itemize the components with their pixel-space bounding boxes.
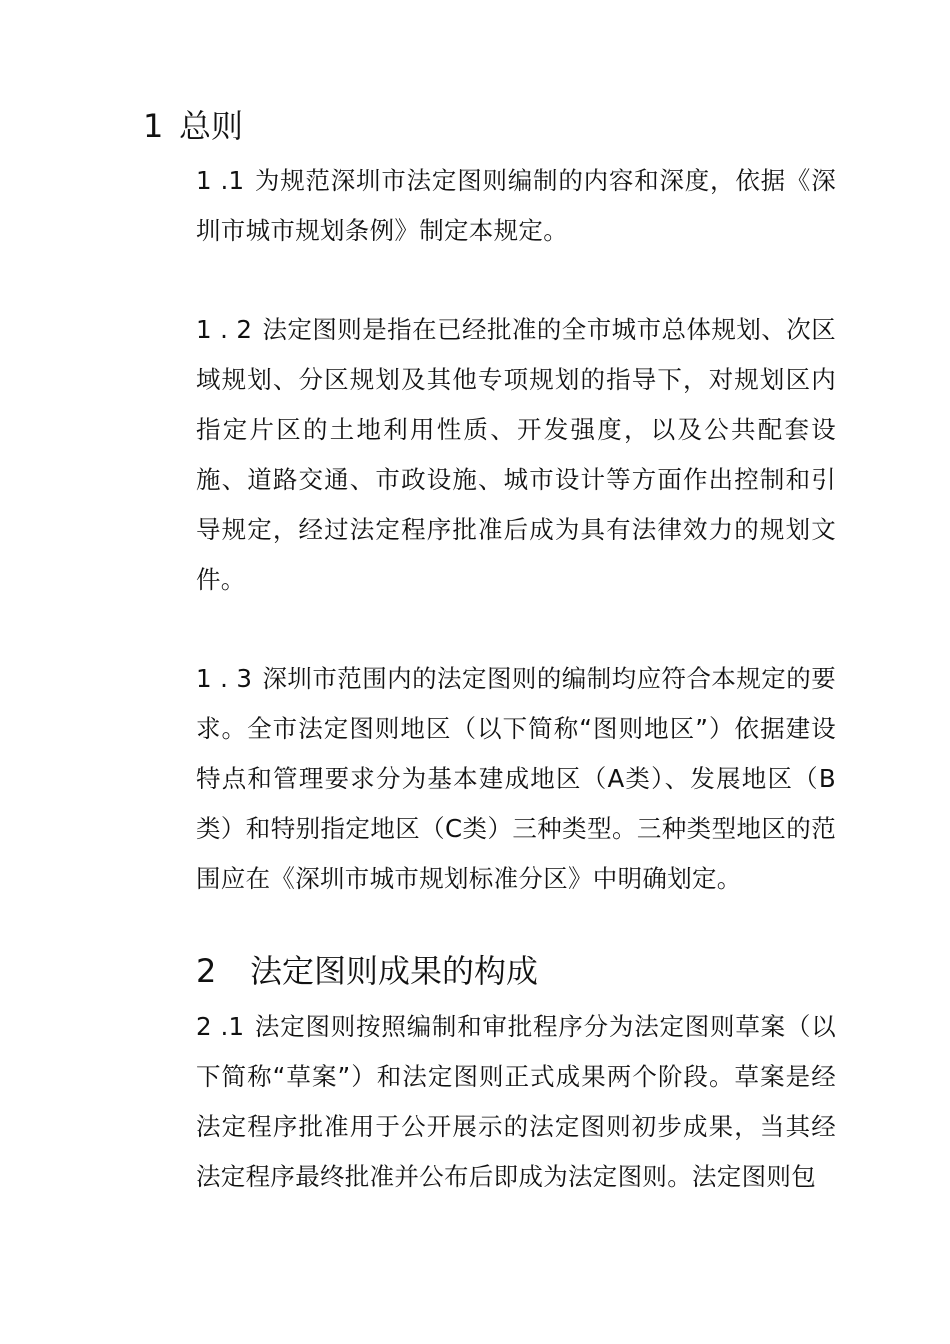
section-number: 1 xyxy=(143,107,164,145)
paragraph-number: 1 . 2 xyxy=(196,315,253,344)
paragraph-2-1 xyxy=(196,1002,836,1202)
paragraph-text: 为规范深圳市法定图则编制的内容和深度，依据《深圳市城市规划条例》制定本规定。 xyxy=(196,166,836,245)
paragraph-text: 法定图则是指在已经批准的全市城市总体规划、次区域规划、分区规划及其他专项规划的指导下，对规划区内指定片区的土地利用性质、开发强度，以及公共配套设施、道路交通、市政设施、城市设计等方面作出控制和引导规定，经过法定程序批准后成为具有法律效力的规划文件。 xyxy=(196,315,836,594)
section-title: 总则 xyxy=(179,107,244,145)
paragraph-number: 1 .1 xyxy=(196,166,245,195)
paragraph-number: 1 . 3 xyxy=(196,664,253,693)
paragraph-1-2 xyxy=(196,305,836,605)
paragraph-1-3 xyxy=(196,654,836,904)
paragraph-number: 2 .1 xyxy=(196,1012,245,1041)
section-heading-1 xyxy=(143,106,243,146)
section-title: 法定图则成果的构成 xyxy=(250,952,539,990)
paragraph-text: 法定图则按照编制和审批程序分为法定图则草案（以下简称“草案”）和法定图则正式成果两个阶段。草案是经法定程序批准用于公开展示的法定图则初步成果，当其经法定程序最终批准并公布后即成为法定图则。法定图则包 xyxy=(196,1012,836,1191)
section-heading-2 xyxy=(196,951,538,991)
paragraph-1-1 xyxy=(196,156,836,256)
paragraph-text: 深圳市范围内的法定图则的编制均应符合本规定的要求。全市法定图则地区（以下简称“图则地区”）依据建设特点和管理要求分为基本建成地区（A类）、发展地区（B类）和特别指定地区（C类）三种类型。三种类型地区的范围应在《深圳市城市规划标准分区》中明确划定。 xyxy=(196,664,836,893)
section-number: 2 xyxy=(196,952,217,990)
